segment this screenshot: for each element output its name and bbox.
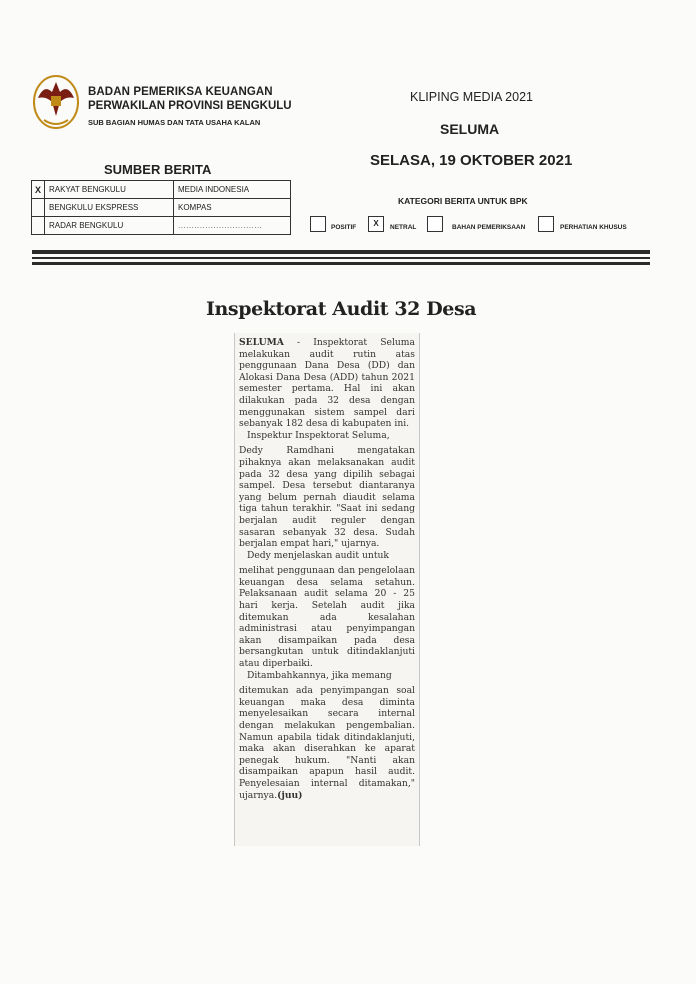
divider-thick-lower <box>32 262 650 265</box>
kategori-title: KATEGORI BERITA UNTUK BPK <box>398 196 528 206</box>
article-dateline: SELUMA <box>239 337 284 348</box>
article-paragraph: Inspektur Inspektorat Seluma, <box>247 429 390 441</box>
source-name: MEDIA INDONESIA <box>174 181 291 199</box>
date-title: SELASA, 19 OKTOBER 2021 <box>370 152 573 169</box>
article-byline: (juu) <box>277 789 303 801</box>
article-paragraph: Dedy menjelaskan audit untuk <box>247 549 389 561</box>
kategori-positif-label: POSITIF <box>331 224 357 231</box>
article-paragraph: Dedy Ramdhani mengatakan pihaknya akan melaksanakan audit pada 32 desa yang dipilih sebagai sampel. Desa tersebut diantaranya yang belum pernah diaudit selama tiga tahun terakhir. "Saat ini sedang berjalan audit reguler dengan sasaran sebanyak 32 desa. Sudah berjalan empat hari," ujarnya. <box>239 445 415 550</box>
source-name: RADAR BENGKULU <box>45 217 174 235</box>
source-name: BENGKULU EKSPRESS <box>45 199 174 217</box>
kategori-netral-label: NETRAL <box>390 224 417 231</box>
kategori-netral-checkbox: X <box>368 216 384 232</box>
check-mark <box>32 199 45 217</box>
org-subdivision: SUB BAGIAN HUMAS DAN TATA USAHA KALAN <box>88 118 261 127</box>
source-name-blank: ............................... <box>174 217 291 235</box>
divider-thin <box>32 257 650 259</box>
divider-thick <box>32 250 650 254</box>
table-row <box>32 199 291 217</box>
kategori-positif-checkbox <box>310 216 326 232</box>
article-paragraph: melihat penggunaan dan pengelolaan keuangan desa selama setahun. Pelaksanaan audit selama 20 - 25 hari kerja. Setelah audit jika ditemukan ada kesalahan administrasi atau penyimpangan akan disampaikan pada desa bersangkutan untuk ditindaklanjuti atau diperbaiki. <box>239 565 415 670</box>
source-name: KOMPAS <box>174 199 291 217</box>
check-mark <box>32 217 45 235</box>
kategori-bahan-checkbox <box>427 216 443 232</box>
article-text: ditemukan ada penyimpangan soal keuangan maka desa diminta menyelesaikan secara internal dengan melakukan pengembalian. Namun apabila tidak ditindaklanjuti, maka akan diserahkan ke aparat penegak hukum. "Nanti akan disampaikan apapun hasil audit. Penyelesaian internal ditamakan," ujarnya. <box>239 685 415 801</box>
sumber-table <box>31 180 291 235</box>
source-name: RAKYAT BENGKULU <box>45 181 174 199</box>
article-text: - Inspektorat Seluma melakukan audit rutin atas penggunaan Dana Desa (DD) dan Alokasi Dana Desa (ADD) tahun 2021 semester pertama. Hal ini akan dilakukan pada 32 desa dengan menggunakan sistem sampel dari sebanyak 182 desa di kabupaten ini. <box>239 337 415 430</box>
bpk-emblem-icon <box>30 72 82 134</box>
check-mark: X <box>32 181 45 199</box>
sumber-berita-title: SUMBER BERITA <box>104 162 212 177</box>
kategori-bahan-label: BAHAN PEMERIKSAAN <box>452 224 526 231</box>
kategori-perhatian-label: PERHATIAN KHUSUS <box>560 224 627 231</box>
org-division: PERWAKILAN PROVINSI BENGKULU <box>88 100 292 112</box>
article-paragraph: Ditambahkannya, jika memang <box>247 669 392 681</box>
table-row <box>32 217 291 235</box>
newspaper-clipping <box>234 333 420 846</box>
kategori-perhatian-checkbox <box>538 216 554 232</box>
article-paragraph <box>239 685 415 801</box>
region-title: SELUMA <box>440 121 500 137</box>
article-paragraph <box>239 337 415 430</box>
kliping-title: KLIPING MEDIA 2021 <box>410 90 533 104</box>
org-name: BADAN PEMERIKSA KEUANGAN <box>88 86 273 98</box>
table-row <box>32 181 291 199</box>
article-headline: Inspektorat Audit 32 Desa <box>206 298 477 320</box>
